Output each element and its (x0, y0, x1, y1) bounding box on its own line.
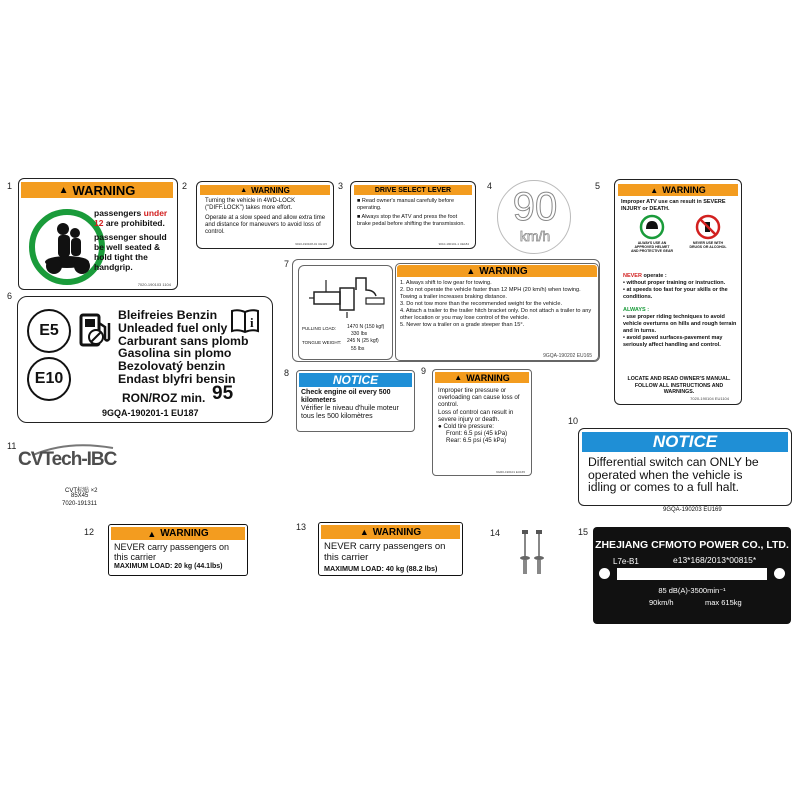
drive-select-header: DRIVE SELECT LEVER (354, 185, 472, 195)
label-oil-notice (296, 370, 415, 432)
fuel-pump-icon (75, 309, 115, 349)
item-number: 4 (487, 181, 493, 191)
part-code: 9GQA-190201-1 EU187 (102, 408, 199, 418)
label-atv-use-warning: ▲ WARNING Improper ATV use can result in SEVERE INJURY or DEATH. ALWAYS USE AN APPROVED HELMET AND PROTECTIVE GEAR NEVER USE WITH DRUGS OR ALCOHOL NEVER operate : • without proper training or instruction. • at speeds too fast for your skills or the conditions. ALWAYS : • use proper riding techniques to avoid vehicle overturns on hills and rough terrain and in turns. • avoid paved surfaces-pavement may seriously affect handling and control. LOCATE AND READ OWNER'S MANUAL. FOLLOW ALL INSTRUCTIONS AND WARNINGS. 7020-190104 EU1104 (614, 179, 742, 405)
rivet-hole (774, 568, 785, 579)
label-text: this carrier (324, 552, 369, 563)
e10-badge: E10 (27, 357, 71, 401)
warning-triangle-icon: ▲ (359, 527, 369, 537)
fuel-line: Bezolovatý benzin (118, 359, 226, 374)
label-text: Check engine oil every 500 (301, 389, 391, 396)
item-number: 13 (296, 522, 307, 532)
rivet-hole (599, 568, 610, 579)
label-text: NEVER carry passengers on (324, 541, 446, 552)
label-text: Read owner's manual carefully before operating. (357, 198, 455, 211)
item-number: 8 (284, 368, 290, 378)
tongue-value: 245 N (25 kgf) (347, 338, 379, 344)
label-tire-pressure: ▲ WARNING Improper tire pressure or overloading can cause loss of control. Loss of control can result in severe injury or death. ● Cold tire pressure: Front: 6.5 psi (45 kPa) Rear: 6.5 psi (45 kPa) 9GR0-190101 EU165 (432, 369, 532, 476)
label-text: be well seated & (94, 242, 161, 252)
label-text: at speeds too fast for your skills or the conditions. (623, 287, 728, 300)
warning-triangle-icon: ▲ (650, 185, 659, 195)
towing-rule: 3. Do not tow more than the recommended weight for the vehicle. (400, 301, 562, 307)
label-text: are prohibited. (103, 218, 165, 228)
cvtech-logo: CVTech-IBC (18, 449, 117, 470)
label-text: hold tight the (94, 252, 148, 262)
part-code: 7020-191311 (62, 501, 97, 507)
towing-rule: 2. Do not operate the vehicle faster than 12 MPH (20 km/h) when towing. Towing a trailer increases braking distance. (400, 287, 581, 300)
towing-rule: 4. Attach a trailer to the trailer hitch bracket only. Do not attach a trailer to any other location or you may lose control of the vehicle. (400, 308, 592, 321)
label-cvtech-logo (18, 442, 118, 512)
label-carrier-20kg (108, 524, 248, 576)
label-text: Improper tire pressure or overloading can cause loss of control. (438, 387, 520, 409)
label-text: avoid paved surfaces-pavement may seriously affect handling and control. (623, 335, 723, 348)
label-text: CVT标贴 ×2 (65, 488, 98, 494)
rear-pressure: Rear: 6.5 psi (45 kPa) (446, 437, 507, 445)
part-code: 7020-190103 1104 (137, 282, 171, 287)
warning-triangle-icon: ▲ (466, 266, 476, 276)
always-text: ALWAYS : (623, 307, 650, 313)
notice-header: NOTICE (582, 432, 788, 452)
no-drugs-alcohol-icon (695, 214, 721, 240)
warning-header: ▲ WARNING (397, 265, 597, 277)
warning-triangle-icon: ▲ (147, 528, 157, 539)
label-passenger-warning (18, 178, 178, 290)
notice-header: NOTICE (299, 373, 412, 387)
towing-rule: 5. Never tow a trailer on a grade steeper than 15°. (400, 322, 525, 328)
item-number: 11 (7, 441, 17, 451)
part-code: 9GQA-190203 EU169 (663, 507, 722, 513)
label-text: Cold tire pressure: (443, 423, 495, 431)
svg-text:i: i (250, 315, 254, 330)
never-text: NEVER (623, 273, 642, 279)
hitch-icon (304, 270, 388, 320)
label-footer: LOCATE AND READ OWNER'S MANUAL. FOLLOW ALL INSTRUCTIONS AND WARNINGS. (627, 376, 731, 395)
e5-badge: E5 (27, 309, 71, 353)
speed-value: 90 (512, 185, 558, 229)
manufacturer-name: ZHEJIANG CFMOTO POWER CO., LTD. (595, 539, 789, 551)
part-code: 9GQA-190202 EU165 (543, 353, 592, 359)
item-number: 10 (568, 416, 579, 426)
label-text: Turning the vehicle in 4WD-LOCK ("DIFF.LOCK") takes more effort. (205, 198, 296, 211)
label-text: Differential switch can ONLY be (588, 455, 759, 469)
front-pressure: Front: 6.5 psi (45 kPa) (446, 430, 508, 438)
label-text: operated when the vehicle is (588, 467, 743, 482)
item-number: 14 (490, 528, 501, 538)
label-text: tous les 500 kilomètres (301, 413, 373, 420)
helmet-icon (639, 214, 665, 240)
item-number: 6 (7, 291, 13, 301)
label-towing (292, 259, 600, 362)
warning-triangle-icon: ▲ (240, 186, 248, 194)
label-text: passengers (94, 208, 144, 218)
towing-rule: 1. Always shift to low gear for towing. (400, 280, 492, 286)
item-number: 2 (182, 181, 188, 191)
item-number: 15 (578, 527, 589, 537)
ron-label: RON/ROZ min. (122, 391, 206, 405)
label-fuel (17, 296, 273, 423)
label-carrier-40kg (318, 522, 463, 576)
fuel-line: Endast blyfri bensin (118, 371, 236, 386)
label-speed-limit (497, 180, 571, 254)
noise-level: 85 dB(A)-3500min⁻¹ (658, 586, 726, 595)
warning-header: ▲ WARNING (618, 184, 738, 196)
pulling-value-lbs: 330 lbs (351, 331, 368, 337)
label-text: this carrier (114, 552, 157, 562)
icon-caption: ALWAYS USE AN APPROVED HELMET AND PROTECTIVE GEAR (631, 241, 674, 253)
part-code: 9GR0-190101 EU165 (496, 470, 525, 474)
label-text: kilometers (301, 397, 337, 404)
max-mass: max 615kg (705, 598, 742, 607)
ron-value: 95 (212, 383, 234, 404)
pulling-value: 1470 N (150 kgf) (347, 324, 385, 330)
label-text: handgrip. (94, 262, 133, 272)
max-load: MAXIMUM LOAD: 20 kg (44.1lbs) (114, 563, 223, 570)
label-text-red: under (143, 208, 168, 218)
label-text: operate : (641, 273, 667, 279)
towing-diagram (298, 265, 393, 360)
warning-triangle-icon: ▲ (58, 184, 69, 196)
warning-header: ▲ WARNING (21, 182, 173, 198)
item-number: 7 (284, 259, 290, 269)
approval-number: e13*168/2013*00815* (673, 555, 757, 565)
item-number: 5 (595, 181, 601, 191)
label-text: Vérifier le niveau d'huile moteur (301, 405, 399, 412)
label-text: use proper riding techniques to avoid vehicle overturns on hills and rough terrain and in turns. (623, 314, 737, 334)
label-text: Improper ATV use can result in SEVERE INJURY or DEATH. (621, 199, 726, 212)
rivets-icon (514, 528, 550, 576)
label-text: without proper training or instruction. (626, 280, 726, 286)
warning-header: ▲ WARNING (321, 525, 460, 539)
label-text-red: 12 (94, 218, 104, 228)
tongue-value-lbs: 55 lbs (351, 346, 365, 352)
label-text: Always stop the ATV and press the foot brake pedal before shifting the transmission. (357, 214, 465, 227)
fuel-line: Unleaded fuel only (118, 320, 228, 335)
item-number: 3 (338, 181, 344, 191)
item-number: 12 (84, 527, 95, 537)
icon-caption: NEVER USE WITH DRUGS OR ALCOHOL (689, 241, 727, 249)
warning-triangle-icon: ▲ (454, 373, 463, 382)
max-speed: 90km/h (649, 598, 674, 607)
model-code: L7e-B1 (613, 557, 639, 566)
fuel-line: Bleifreies Benzin (118, 308, 218, 322)
speed-unit: km/h (519, 228, 551, 244)
part-code: 9010-190108-01 UE115 (295, 242, 327, 246)
fuel-line: Gasolina sin plomo (118, 346, 232, 361)
label-drive-select-lever: DRIVE SELECT LEVER ■ Read owner's manual carefully before operating. ■ Always stop the ATV and press the foot brake pedal before shifting the transmission. 9010-190101-1 UE184 (350, 181, 476, 249)
label-text: passenger should (94, 232, 167, 242)
tongue-label: TONGUE WEIGHT: (302, 340, 342, 345)
warning-header: ▲ WARNING (200, 185, 330, 195)
item-number: 1 (7, 181, 13, 191)
label-data-plate (593, 527, 791, 624)
warning-header: ▲ WARNING (111, 527, 245, 540)
fuel-line: Carburant sans plomb (118, 333, 249, 348)
part-code: 7020-190104 EU1104 (690, 396, 729, 401)
label-text: idling or comes to a full halt. (588, 480, 740, 495)
part-code: 9010-190101-1 UE184 (438, 242, 469, 246)
label-4wd-lock-warning (196, 181, 334, 249)
label-text: Loss of control can result in severe injury or death. (438, 408, 514, 423)
pulling-label: PULLING LOAD: (302, 326, 337, 331)
label-text: 85X45 (71, 493, 89, 499)
label-text: Operate at a slow speed and allow extra time and distance for maneuvers to avoid loss of control. (205, 215, 326, 235)
warning-header: ▲ WARNING (435, 372, 529, 383)
label-differential-notice (578, 428, 792, 506)
max-load: MAXIMUM LOAD: 40 kg (88.2 lbs) (324, 564, 438, 573)
item-number: 9 (421, 366, 427, 376)
vin-field (617, 568, 767, 580)
label-text: NEVER carry passengers on (114, 542, 230, 552)
